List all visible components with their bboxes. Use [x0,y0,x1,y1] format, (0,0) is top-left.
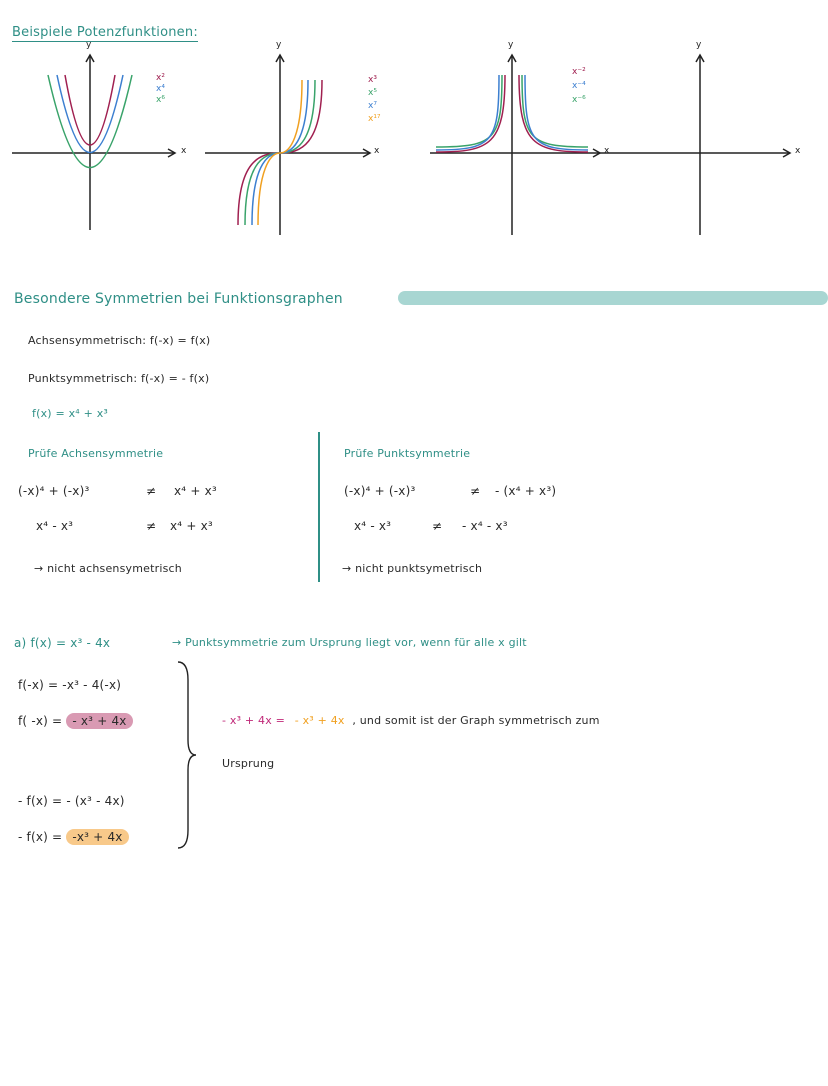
part-a-line1: f(-x) = -x³ - 4(-x) [18,678,122,692]
right-line2-neq: ≠ [432,519,443,533]
concl-orange: - x³ + 4x [294,714,345,727]
part-a-line4-highlight: -x³ + 4x [66,829,128,845]
part-a-conclusion [222,714,600,727]
page-title: Beispiele Potenzfunktionen: [12,25,198,40]
legend-x3: x³ [368,75,377,85]
left-heading: Prüfe Achsensymmetrie [28,447,164,460]
left-line1-neq: ≠ [146,484,157,498]
legend-x6: x⁶ [156,95,165,105]
right-result: → nicht punktsymetrisch [342,562,483,575]
axis-x-label: x [374,146,380,156]
left-line2-lhs: x⁴ - x³ [36,519,74,533]
axis-x-label: x [795,146,801,156]
column-divider [318,432,320,582]
section-title-bar [398,291,828,305]
axis-y-label: y [276,40,282,50]
legend-x-4: x⁻⁴ [572,81,586,91]
achsen-definition: Achsensymmetrisch: f(-x) = f(x) [28,334,211,347]
axis-x-label: x [181,146,187,156]
left-line2-neq: ≠ [146,519,157,533]
left-line1-rhs: x⁴ + x³ [174,484,217,498]
part-a-line4 [18,830,129,844]
axis-x-label: x [604,146,610,156]
legend-x2: x² [156,73,165,83]
right-line1-rhs: - (x⁴ + x³) [495,484,557,498]
part-a-line2-lhs: f( -x) = [18,714,67,728]
right-heading: Prüfe Punktsymmetrie [344,447,471,460]
legend-x-2: x⁻² [572,67,586,77]
part-a-line2-highlight: - x³ + 4x [66,713,132,729]
legend-x-6: x⁻⁶ [572,95,586,105]
graph-even-powers [0,0,828,260]
left-result: → nicht achsensymetrisch [34,562,182,575]
legend-x7: x⁷ [368,101,377,111]
right-line1-lhs: (-x)⁴ + (-x)³ [344,484,416,498]
left-line1-lhs: (-x)⁴ + (-x)³ [18,484,90,498]
part-a-line4-lhs: - f(x) = [18,830,67,844]
curly-brace [172,660,202,850]
right-line1-neq: ≠ [470,484,481,498]
axis-y-label: y [508,40,514,50]
right-line2-rhs: - x⁴ - x³ [462,519,508,533]
function-definition: f(x) = x⁴ + x³ [32,407,109,420]
punkt-definition: Punktsymmetrisch: f(-x) = - f(x) [28,372,210,385]
concl-rest: , und somit ist der Graph symmetrisch zum [352,714,600,727]
legend-x5: x⁵ [368,88,377,98]
right-line2-lhs: x⁴ - x³ [354,519,392,533]
legend-x17: x¹⁷ [368,114,381,124]
section-title: Besondere Symmetrien bei Funktionsgraphen [14,291,343,307]
legend-x4: x⁴ [156,84,165,94]
concl-line2: Ursprung [222,757,275,770]
part-a-line3: - f(x) = - (x³ - 4x) [18,794,125,808]
axis-y-label: y [86,40,92,50]
part-a-line2 [18,714,133,728]
part-a-label: a) f(x) = x³ - 4x [14,636,111,650]
concl-pink: - x³ + 4x = [222,714,286,727]
axis-y-label: y [696,40,702,50]
left-line2-rhs: x⁴ + x³ [170,519,213,533]
part-a-note: → Punktsymmetrie zum Ursprung liegt vor, wenn für alle x gilt [172,636,527,649]
